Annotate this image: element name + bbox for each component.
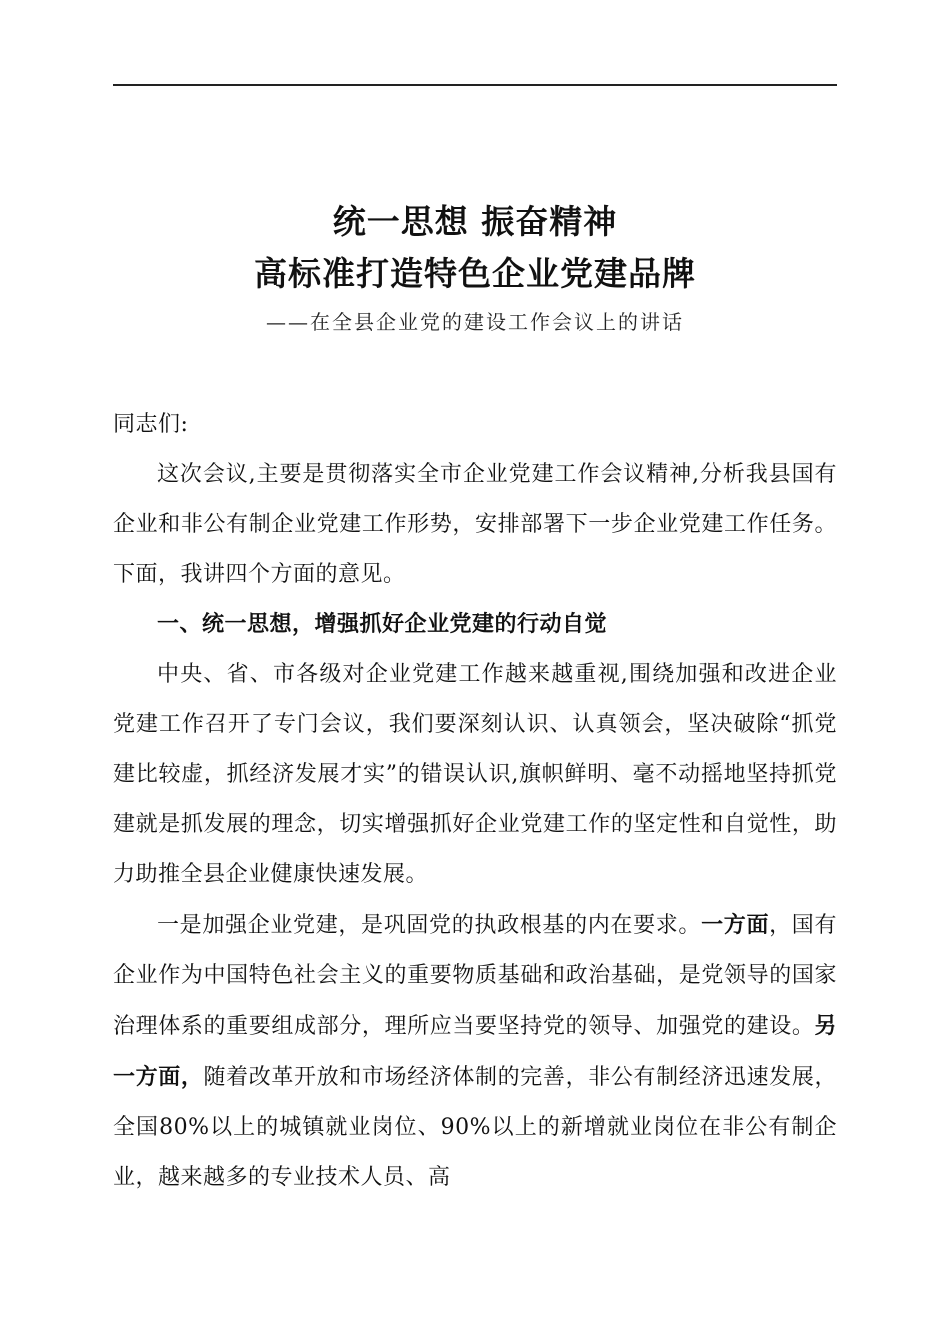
paragraph-text-segment: ，国有企业作为中国特色社会主义的重要物质基础和政治基础，是党领导的国家治理体系的重要组成部分，理所应当要坚持党的领导、加强党的建设。 <box>113 913 837 1039</box>
paragraph-lead-sentence: 一是加强企业党建，是巩固党的执政根基的内在要求。 <box>157 913 702 938</box>
document-title-line-1: 统一思想 振奋精神 <box>332 202 618 241</box>
intro-paragraph: 这次会议,主要是贯彻落实全市企业党建工作会议精神,分析我县国有企业和非公有制企业党建工作形势，安排部署下一步企业党建工作任务。下面，我讲四个方面的意见。 <box>113 462 837 587</box>
title-block <box>113 196 837 340</box>
section-1-paragraph-1: 中央、省、市各级对企业党建工作越来越重视,围绕加强和改进企业党建工作召开了专门会议，我们要深刻认识、认真领会，坚决破除“抓党建比较虚，抓经济发展才实”的错误认识,旗帜鲜明、毫不动摇地坚持抓党建就是抓发展的理念，切实增强抓好企业党建工作的坚定性和自觉性，助力助推全县企业健康快速发展。 <box>113 662 837 887</box>
paragraph-text-segment-continued: 随着改革开放和市场经济体制的完善，非公有制经济迅速发展，全国80%以上的城镇就业岗位、90%以上的新增就业岗位在非公有制企业，越来越多的专业技术人员、高 <box>113 1065 837 1190</box>
section-1-heading: 一、统一思想，增强抓好企业党建的行动自觉 <box>157 612 608 637</box>
emphasis-one-side: 一方面 <box>701 912 770 938</box>
document-body <box>113 400 837 1203</box>
emphasis-other-side: 另一方面， <box>113 1013 837 1090</box>
document-title-line-2: 高标准打造特色企业党建品牌 <box>254 254 696 293</box>
section-1-paragraph-2 <box>113 900 837 1203</box>
header-rule <box>113 84 837 86</box>
document-subtitle: ——在全县企业党的建设工作会议上的讲话 <box>266 310 684 334</box>
salutation: 同志们: <box>113 412 189 437</box>
